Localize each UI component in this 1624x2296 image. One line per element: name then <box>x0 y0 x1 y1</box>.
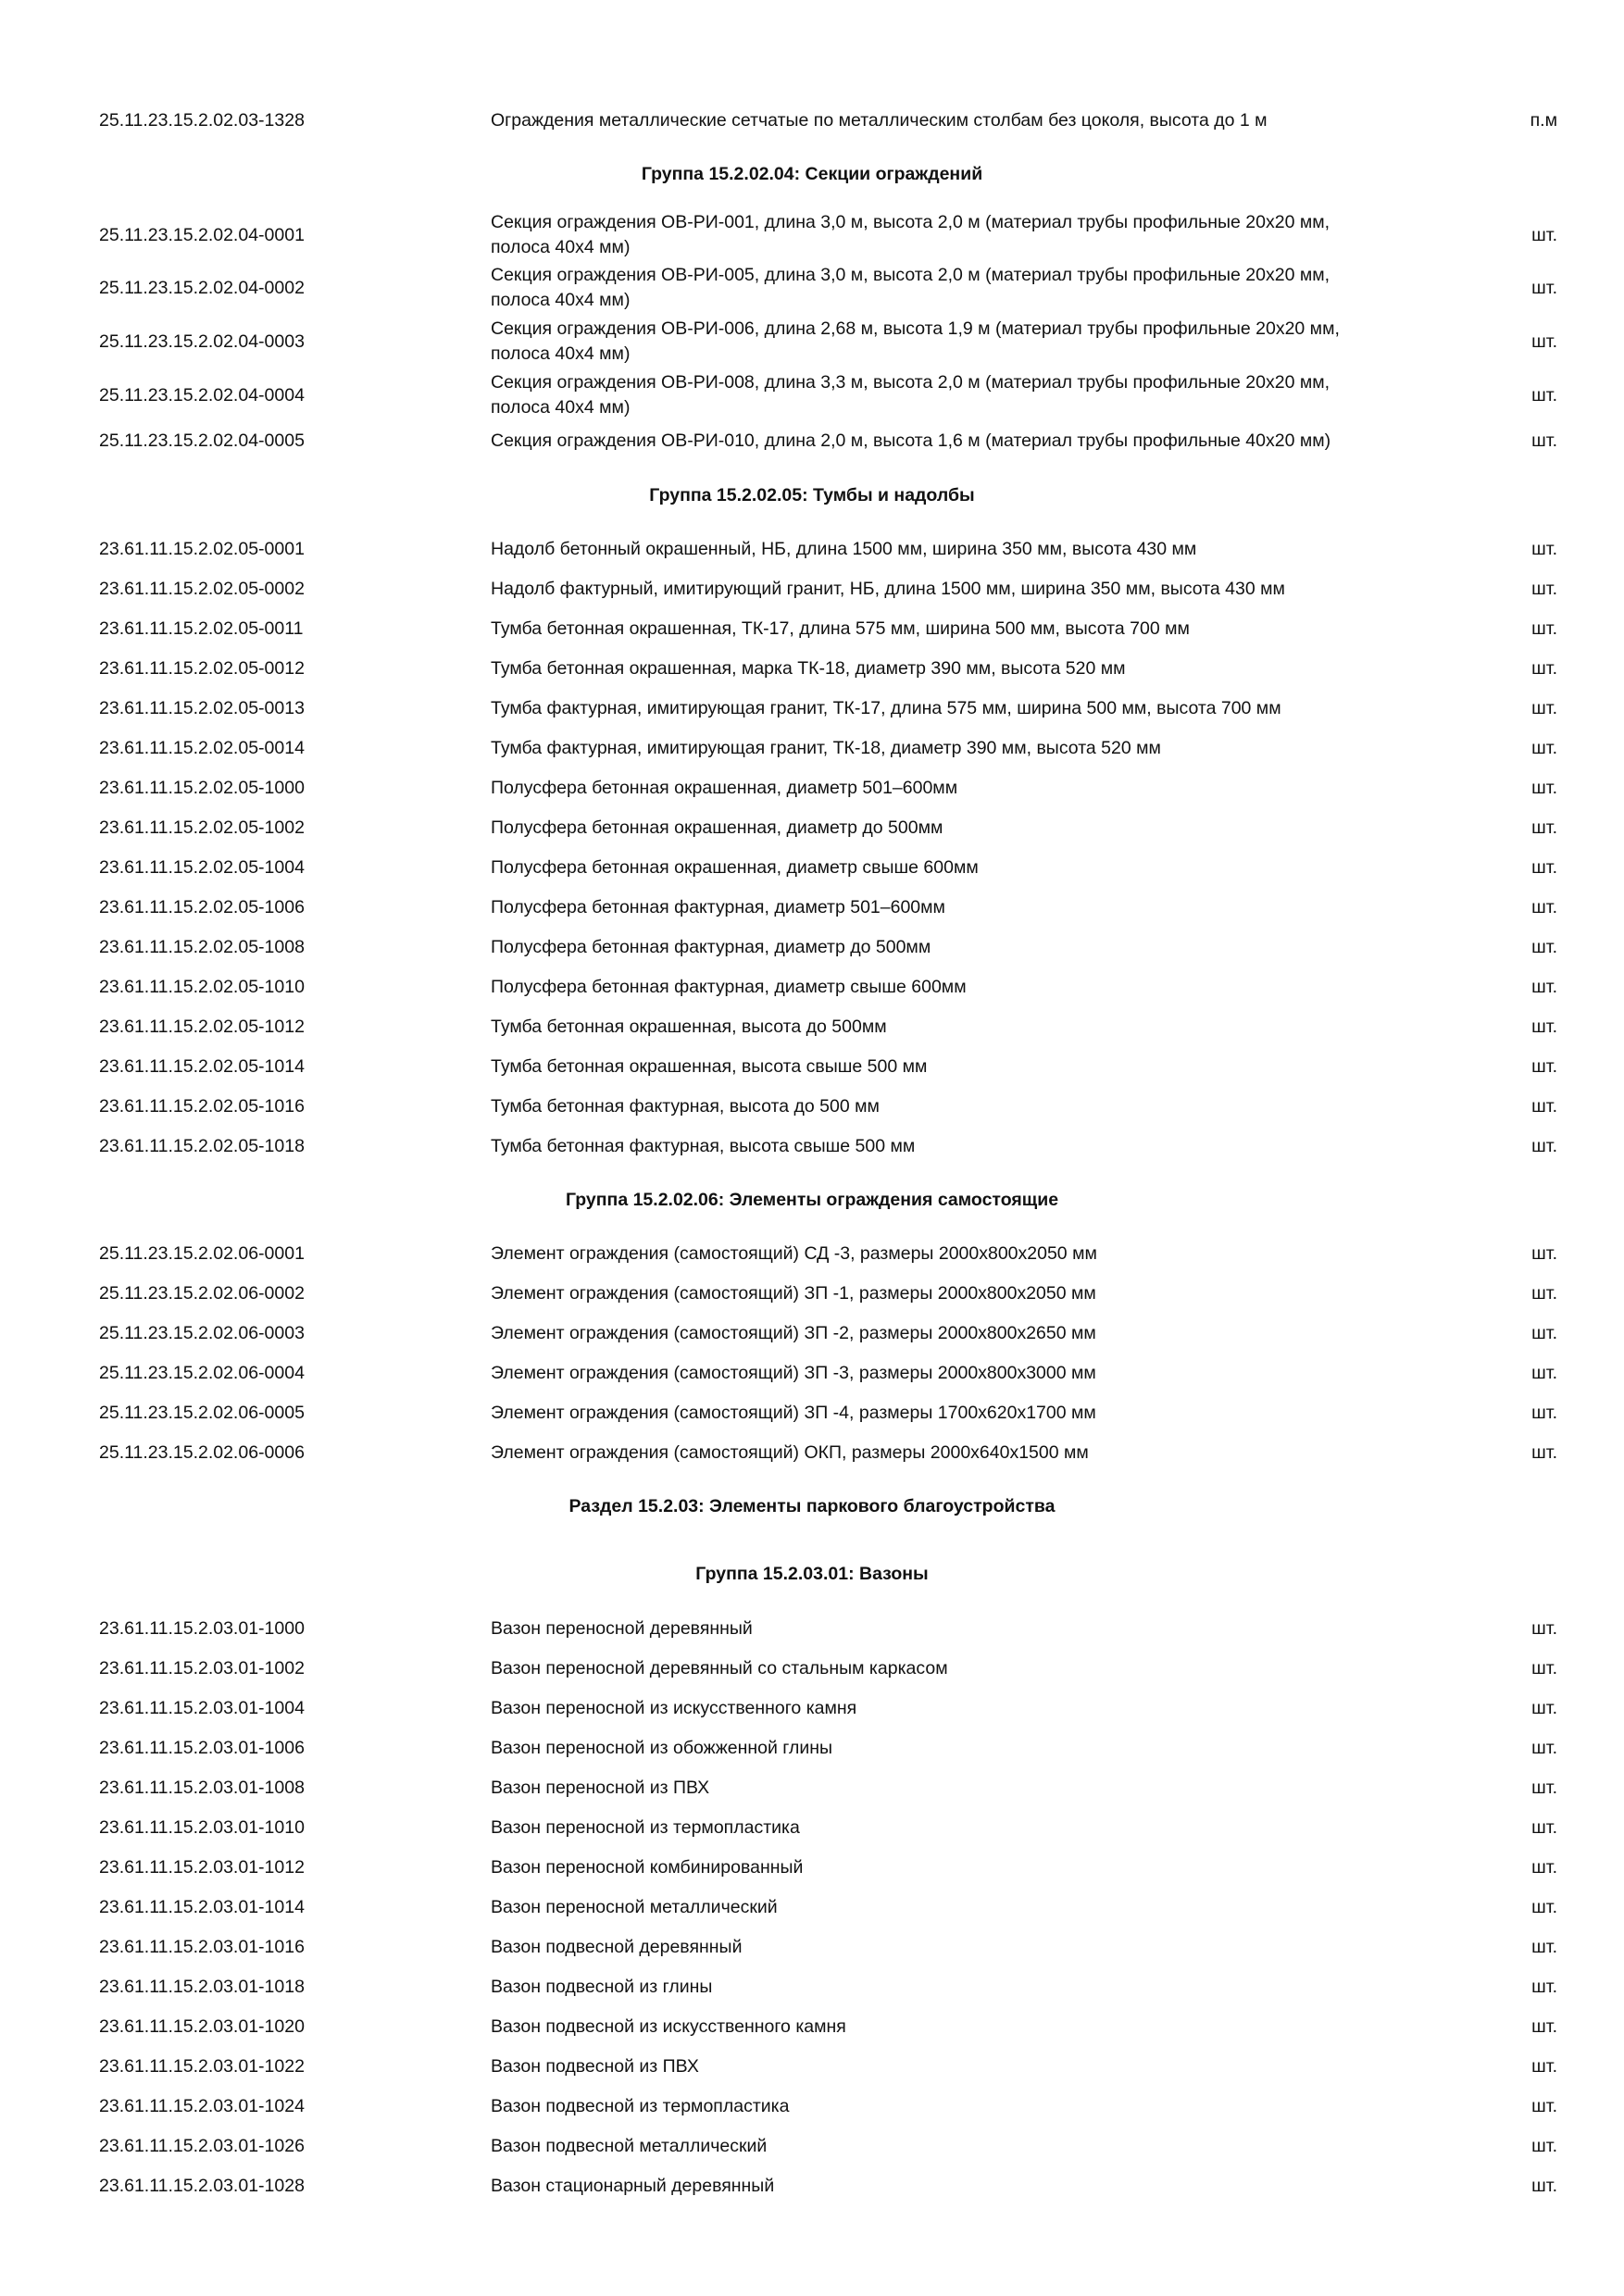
item-code: 23.61.11.15.2.02.05-0013 <box>99 697 305 718</box>
item-unit: шт. <box>1531 578 1557 599</box>
item-unit: шт. <box>1531 817 1557 838</box>
item-code: 23.61.11.15.2.02.05-0012 <box>99 657 305 679</box>
table-row <box>0 1816 1624 1841</box>
item-name: Вазон подвесной из ПВХ <box>491 2055 699 2077</box>
item-unit: шт. <box>1531 2175 1557 2196</box>
item-name: Тумба фактурная, имитирующая гранит, ТК-17, длина 575 мм, ширина 500 мм, высота 700 мм <box>491 697 1281 718</box>
item-code: 23.61.11.15.2.03.01-1020 <box>99 2015 305 2037</box>
table-row <box>0 1134 1624 1159</box>
table-row <box>0 1015 1624 1040</box>
table-row <box>0 1054 1624 1079</box>
item-name: Элемент ограждения (самостоящий) ОКП, размеры 2000х640х1500 мм <box>491 1441 1089 1463</box>
item-unit: шт. <box>1531 1402 1557 1423</box>
item-name: Вазон подвесной из глины <box>491 1976 713 1997</box>
item-name: Надолб фактурный, имитирующий гранит, НБ, длина 1500 мм, ширина 350 мм, высота 430 мм <box>491 578 1285 599</box>
item-name: Вазон подвесной из искусственного камня <box>491 2015 846 2037</box>
item-unit: шт. <box>1531 2015 1557 2037</box>
table-row <box>0 317 1624 367</box>
item-name: Тумба бетонная окрашенная, высота свыше 500 мм <box>491 1055 928 1077</box>
item-name: Вазон подвесной из термопластика <box>491 2095 790 2116</box>
item-code: 23.61.11.15.2.02.05-1008 <box>99 936 305 957</box>
item-unit: шт. <box>1531 1016 1557 1037</box>
table-row <box>0 1776 1624 1801</box>
item-name-line: полоса 40х4 мм) <box>491 397 631 418</box>
item-name: Тумба бетонная окрашенная, высота до 500мм <box>491 1016 887 1037</box>
item-name: Полусфера бетонная фактурная, диаметр свыше 600мм <box>491 976 967 997</box>
item-name-line: Секция ограждения ОВ-РИ-001, длина 3,0 м, высота 2,0 м (материал трубы профильные 20х20 мм, <box>491 212 1330 232</box>
table-row <box>0 855 1624 880</box>
item-code: 25.11.23.15.2.02.06-0005 <box>99 1402 305 1423</box>
item-code: 23.61.11.15.2.03.01-1018 <box>99 1976 305 1997</box>
item-code: 23.61.11.15.2.02.05-1014 <box>99 1055 305 1077</box>
item-code: 23.61.11.15.2.03.01-1014 <box>99 1896 305 1917</box>
item-code: 25.11.23.15.2.02.06-0002 <box>99 1282 305 1304</box>
item-code: 25.11.23.15.2.02.06-0006 <box>99 1441 305 1463</box>
table-row <box>0 1401 1624 1426</box>
item-unit: шт. <box>1531 331 1557 352</box>
table-row <box>0 696 1624 721</box>
item-name: Тумба бетонная окрашенная, марка ТК-18, диаметр 390 мм, высота 520 мм <box>491 657 1126 679</box>
item-code: 23.61.11.15.2.02.05-1010 <box>99 976 305 997</box>
table-row <box>0 1242 1624 1267</box>
item-name-line: полоса 40х4 мм) <box>491 343 631 364</box>
item-code: 23.61.11.15.2.02.05-1002 <box>99 817 305 838</box>
item-code: 23.61.11.15.2.03.01-1008 <box>99 1777 305 1798</box>
item-unit: шт. <box>1531 1242 1557 1264</box>
item-code: 23.61.11.15.2.02.05-1016 <box>99 1095 305 1117</box>
item-name: Вазон переносной деревянный со стальным каркасом <box>491 1657 948 1678</box>
item-name: Вазон стационарный деревянный <box>491 2175 775 2196</box>
item-code: 23.61.11.15.2.03.01-1010 <box>99 1816 305 1838</box>
item-unit: шт. <box>1531 1617 1557 1639</box>
table-row <box>0 2134 1624 2159</box>
item-name: Вазон переносной комбинированный <box>491 1856 804 1878</box>
item-unit: шт. <box>1531 1441 1557 1463</box>
item-unit: шт. <box>1531 224 1557 245</box>
item-code: 23.61.11.15.2.02.05-1012 <box>99 1016 305 1037</box>
item-code: 23.61.11.15.2.03.01-1024 <box>99 2095 305 2116</box>
item-name: Элемент ограждения (самостоящий) ЗП -2, размеры 2000х800х2650 мм <box>491 1322 1096 1343</box>
item-code: 25.11.23.15.2.02.06-0001 <box>99 1242 305 1264</box>
item-unit: шт. <box>1531 618 1557 639</box>
table-row <box>0 1361 1624 1386</box>
item-unit: шт. <box>1531 1777 1557 1798</box>
section-heading: Группа 15.2.02.05: Тумбы и надолбы <box>649 484 975 505</box>
item-name: Секция ограждения ОВ-РИ-010, длина 2,0 м, высота 1,6 м (материал трубы профильные 40х20 мм) <box>491 430 1331 451</box>
item-name: Вазон переносной из искусственного камня <box>491 1697 857 1718</box>
item-code: 23.61.11.15.2.03.01-1012 <box>99 1856 305 1878</box>
item-code: 23.61.11.15.2.03.01-1006 <box>99 1737 305 1758</box>
table-row <box>0 776 1624 801</box>
table-row <box>0 1281 1624 1306</box>
item-name-line: полоса 40х4 мм) <box>491 290 631 310</box>
item-unit: шт. <box>1531 1936 1557 1957</box>
item-code: 23.61.11.15.2.02.05-0014 <box>99 737 305 758</box>
item-code: 23.61.11.15.2.02.05-1018 <box>99 1135 305 1156</box>
table-row <box>0 1895 1624 1920</box>
item-unit: шт. <box>1531 1657 1557 1678</box>
item-name: Вазон подвесной металлический <box>491 2135 768 2156</box>
item-unit: шт. <box>1531 1095 1557 1117</box>
item-code: 25.11.23.15.2.02.04-0004 <box>99 384 305 406</box>
item-name <box>491 317 1458 367</box>
item-code: 25.11.23.15.2.02.06-0003 <box>99 1322 305 1343</box>
item-name: Полусфера бетонная фактурная, диаметр до 500мм <box>491 936 931 957</box>
item-name: Элемент ограждения (самостоящий) ЗП -1, размеры 2000х800х2050 мм <box>491 1282 1096 1304</box>
table-row <box>0 895 1624 920</box>
table-row <box>0 1975 1624 2000</box>
item-name: Вазон переносной деревянный <box>491 1617 753 1639</box>
item-name: Элемент ограждения (самостоящий) ЗП -3, размеры 2000х800х3000 мм <box>491 1362 1096 1383</box>
item-name: Полусфера бетонная окрашенная, диаметр свыше 600мм <box>491 856 979 878</box>
item-code: 23.61.11.15.2.03.01-1000 <box>99 1617 305 1639</box>
item-name-line: Секция ограждения ОВ-РИ-008, длина 3,3 м, высота 2,0 м (материал трубы профильные 20х20 мм, <box>491 372 1330 393</box>
item-unit: шт. <box>1531 384 1557 406</box>
item-name: Элемент ограждения (самостоящий) СД -3, размеры 2000х800х2050 мм <box>491 1242 1097 1264</box>
item-unit: шт. <box>1531 1697 1557 1718</box>
item-name: Надолб бетонный окрашенный, НБ, длина 1500 мм, ширина 350 мм, высота 430 мм <box>491 538 1197 559</box>
table-row <box>0 935 1624 960</box>
table-row <box>0 975 1624 1000</box>
item-unit: шт. <box>1531 2055 1557 2077</box>
table-row <box>0 2094 1624 2119</box>
table-row <box>0 263 1624 313</box>
item-name-line: Секция ограждения ОВ-РИ-006, длина 2,68 м, высота 1,9 м (материал трубы профильные 20х20 мм, <box>491 318 1340 339</box>
item-name: Вазон переносной из ПВХ <box>491 1777 710 1798</box>
item-name <box>491 263 1458 313</box>
item-unit: шт. <box>1531 1816 1557 1838</box>
item-code: 23.61.11.15.2.03.01-1022 <box>99 2055 305 2077</box>
item-unit: шт. <box>1531 936 1557 957</box>
item-unit: п.м <box>1530 109 1557 131</box>
item-name: Вазон переносной из термопластика <box>491 1816 800 1838</box>
item-unit: шт. <box>1531 1856 1557 1878</box>
item-name <box>491 370 1458 420</box>
item-name-line: Секция ограждения ОВ-РИ-005, длина 3,0 м, высота 2,0 м (материал трубы профильные 20х20 мм, <box>491 265 1330 285</box>
item-unit: шт. <box>1531 1282 1557 1304</box>
item-unit: шт. <box>1531 2095 1557 2116</box>
item-name: Вазон переносной металлический <box>491 1896 778 1917</box>
item-unit: шт. <box>1531 697 1557 718</box>
item-name: Элемент ограждения (самостоящий) ЗП -4, размеры 1700х620х1700 мм <box>491 1402 1096 1423</box>
table-row <box>0 1935 1624 1960</box>
item-unit: шт. <box>1531 1322 1557 1343</box>
item-unit: шт. <box>1531 896 1557 917</box>
table-row <box>0 210 1624 260</box>
item-unit: шт. <box>1531 1055 1557 1077</box>
item-unit: шт. <box>1531 1976 1557 1997</box>
table-row <box>0 2054 1624 2079</box>
item-code: 25.11.23.15.2.02.04-0005 <box>99 430 305 451</box>
item-code: 23.61.11.15.2.02.05-0011 <box>99 618 304 639</box>
item-unit: шт. <box>1531 430 1557 451</box>
table-row <box>0 1616 1624 1641</box>
item-unit: шт. <box>1531 1135 1557 1156</box>
item-unit: шт. <box>1531 657 1557 679</box>
item-code: 25.11.23.15.2.02.06-0004 <box>99 1362 305 1383</box>
item-code: 23.61.11.15.2.03.01-1016 <box>99 1936 305 1957</box>
item-unit: шт. <box>1531 277 1557 298</box>
item-code: 23.61.11.15.2.03.01-1026 <box>99 2135 305 2156</box>
table-row <box>0 1855 1624 1880</box>
item-name: Тумба бетонная фактурная, высота свыше 500 мм <box>491 1135 916 1156</box>
item-unit: шт. <box>1531 1896 1557 1917</box>
table-row <box>0 1736 1624 1761</box>
table-row <box>0 2015 1624 2040</box>
item-name-line: полоса 40х4 мм) <box>491 237 631 257</box>
item-unit: шт. <box>1531 1362 1557 1383</box>
item-code: 23.61.11.15.2.03.01-1028 <box>99 2175 305 2196</box>
item-unit: шт. <box>1531 1737 1557 1758</box>
table-row <box>0 1321 1624 1346</box>
table-row <box>0 370 1624 420</box>
item-name: Полусфера бетонная окрашенная, диаметр 501–600мм <box>491 777 958 798</box>
section-heading: Группа 15.2.03.01: Вазоны <box>695 1563 929 1584</box>
item-name: Тумба бетонная окрашенная, ТК-17, длина 575 мм, ширина 500 мм, высота 700 мм <box>491 618 1190 639</box>
item-unit: шт. <box>1531 2135 1557 2156</box>
item-unit: шт. <box>1531 856 1557 878</box>
item-code: 23.61.11.15.2.02.05-1004 <box>99 856 305 878</box>
item-code: 25.11.23.15.2.02.04-0001 <box>99 224 305 245</box>
item-unit: шт. <box>1531 777 1557 798</box>
table-row <box>0 617 1624 642</box>
table-row <box>0 108 1624 133</box>
item-name: Тумба бетонная фактурная, высота до 500 мм <box>491 1095 880 1117</box>
item-unit: шт. <box>1531 538 1557 559</box>
item-code: 25.11.23.15.2.02.03-1328 <box>99 109 305 131</box>
item-code: 23.61.11.15.2.02.05-0002 <box>99 578 305 599</box>
table-row <box>0 2174 1624 2199</box>
item-unit: шт. <box>1531 976 1557 997</box>
section-heading: Группа 15.2.02.06: Элементы ограждения самостоящие <box>565 1189 1059 1210</box>
item-name: Тумба фактурная, имитирующая гранит, ТК-18, диаметр 390 мм, высота 520 мм <box>491 737 1161 758</box>
item-code: 23.61.11.15.2.03.01-1002 <box>99 1657 305 1678</box>
item-code: 25.11.23.15.2.02.04-0003 <box>99 331 305 352</box>
item-code: 23.61.11.15.2.03.01-1004 <box>99 1697 305 1718</box>
item-name: Полусфера бетонная фактурная, диаметр 501–600мм <box>491 896 945 917</box>
table-row <box>0 736 1624 761</box>
table-row <box>0 429 1624 454</box>
item-name: Полусфера бетонная окрашенная, диаметр до 500мм <box>491 817 943 838</box>
table-row <box>0 1094 1624 1119</box>
item-name <box>491 210 1458 260</box>
table-row <box>0 537 1624 562</box>
item-code: 23.61.11.15.2.02.05-1006 <box>99 896 305 917</box>
section-heading: Группа 15.2.02.04: Секции ограждений <box>641 163 983 184</box>
table-row <box>0 1656 1624 1681</box>
table-row <box>0 656 1624 681</box>
table-row <box>0 577 1624 602</box>
table-row <box>0 1441 1624 1466</box>
item-name: Вазон переносной из обожженной глины <box>491 1737 833 1758</box>
item-code: 23.61.11.15.2.02.05-0001 <box>99 538 305 559</box>
item-unit: шт. <box>1531 737 1557 758</box>
item-name: Вазон подвесной деревянный <box>491 1936 743 1957</box>
table-row <box>0 1696 1624 1721</box>
table-row <box>0 816 1624 841</box>
item-name: Ограждения металлические сетчатые по металлическим столбам без цоколя, высота до 1 м <box>491 109 1268 131</box>
item-code: 25.11.23.15.2.02.04-0002 <box>99 277 305 298</box>
section-heading: Раздел 15.2.03: Элементы паркового благоустройства <box>568 1495 1056 1516</box>
item-code: 23.61.11.15.2.02.05-1000 <box>99 777 305 798</box>
